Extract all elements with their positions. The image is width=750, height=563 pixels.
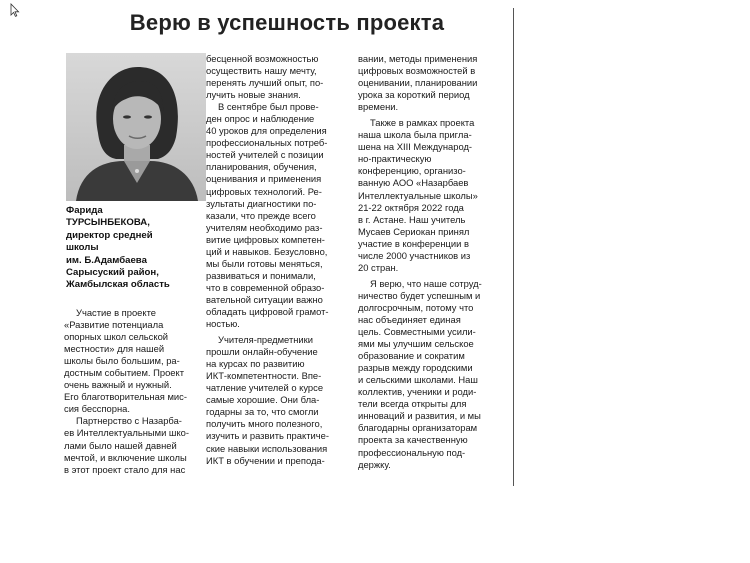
text-line: лучить новые знания.	[206, 89, 301, 101]
text-line: профессиональных потреб-	[206, 137, 328, 149]
text-line: перенять лучший опыт, по-	[206, 77, 324, 89]
text-line: вательной ситуации важно	[206, 293, 323, 305]
text-line: коллектив, ученики и роди-	[358, 386, 477, 398]
text-line: в г. Астане. Наш учитель	[358, 213, 466, 225]
article-title: Верю в успешность проекта	[129, 10, 445, 35]
text-line: местности» для нашей	[64, 343, 165, 355]
text-line: нас объединяет единая	[358, 313, 461, 325]
text-line: витие цифровых компетен-	[206, 233, 325, 245]
text-line: школы было большим, ра-	[64, 355, 180, 367]
text-line: времени.	[358, 101, 399, 113]
text-line: опорных школ сельской	[64, 331, 169, 343]
text-line: числе 2000 участников из	[358, 249, 471, 261]
text-line: бесценной возможностью	[206, 53, 319, 64]
text-line: Мусаев Сериокан принял	[358, 225, 470, 237]
text-line: вании, методы применения	[358, 53, 478, 64]
mouse-cursor-icon	[10, 3, 20, 17]
text-line: развиваться и понимали,	[206, 269, 316, 281]
text-line: ден опрос и наблюдение	[206, 113, 315, 125]
text-line: ванную АОО «Назарбаев	[358, 177, 469, 189]
text-line: цель. Совместными усили-	[358, 326, 476, 338]
text-line: цифровых технологий. Ре-	[206, 185, 322, 197]
text-line: урока за короткий период	[358, 89, 470, 101]
portrait-photo-icon	[66, 53, 206, 201]
text-line: ев Интеллектуальными шко-	[64, 427, 189, 439]
text-line: годарны за то, что смогли	[206, 406, 319, 418]
text-line: и сельскими школами. Наш	[358, 374, 478, 386]
article-column-3	[358, 53, 498, 471]
caption-line: ТУРСЫНБЕКОВА,	[66, 217, 150, 229]
text-line: Его благотворительная мис-	[64, 391, 187, 403]
text-line: обладать цифровой грамот-	[206, 305, 329, 317]
text-line: оценивании, планировании	[358, 77, 478, 89]
text-line: 21-22 октября 2022 года	[358, 201, 464, 213]
article-column-2	[206, 53, 344, 467]
text-line: конференцию, организо-	[358, 165, 466, 177]
text-line: учителям необходимо раз-	[206, 221, 323, 233]
text-line: профессиональную под-	[358, 446, 466, 458]
text-line: проекта за качественную	[358, 434, 468, 446]
author-photo	[66, 53, 206, 201]
text-line: казали, что прежде всего	[206, 209, 316, 221]
text-line: Партнерство с Назарба-	[76, 415, 182, 427]
text-line: ностей учителей с позиции	[206, 149, 324, 161]
column-divider	[513, 8, 514, 486]
text-line: мы были готовы меняться,	[206, 257, 323, 269]
text-line: ские навыки использования	[206, 442, 328, 454]
text-line: В сентябре был прове-	[218, 101, 319, 113]
text-line: ИКТ в обучении и препода-	[206, 454, 325, 466]
text-line: лами было нашей давней	[64, 439, 177, 451]
text-line: тели всегда открыты для	[358, 398, 467, 410]
caption-line: Сарысуский район,	[66, 267, 159, 279]
caption-line: школы	[66, 242, 99, 254]
text-line: Интеллектуальные школы»	[358, 189, 478, 201]
text-line: ями мы улучшим сельское	[358, 338, 474, 350]
text-line: чатление учителей о курсе	[206, 382, 324, 394]
text-line: «Развитие потенциала	[64, 319, 164, 331]
text-line: планирования, обучения,	[206, 161, 317, 173]
text-line: сия бесспорна.	[64, 403, 130, 415]
text-line: оценивания и применения	[206, 173, 322, 185]
text-line: Я верю, что наше сотруд-	[370, 277, 482, 289]
text-line: цифровых возможностей в	[358, 65, 476, 77]
text-line: благодарны организаторам	[358, 422, 478, 434]
text-line: участие в конференции в	[358, 237, 469, 249]
text-line: Учителя-предметники	[218, 334, 313, 346]
text-line: 40 уроков для определения	[206, 125, 327, 137]
text-line: мечтой, и включение школы	[64, 451, 187, 463]
text-line: 20 стран.	[358, 261, 399, 273]
text-line: в этот проект стало для нас	[64, 463, 186, 475]
text-line: держку.	[358, 458, 391, 470]
text-line: зультаты диагностики по-	[206, 197, 317, 209]
text-line: разрыв между городскими	[358, 362, 473, 374]
text-line: Участие в проекте	[76, 307, 157, 318]
caption-line: Жамбылская область	[66, 279, 170, 291]
text-line: ничество будет успешным и	[358, 289, 481, 301]
text-line: очень важный и нужный.	[64, 379, 172, 391]
article-column-1	[64, 307, 194, 476]
text-line: образование и сократим	[358, 350, 465, 362]
text-line: Также в рамках проекта	[370, 117, 475, 129]
caption-line: Фарида	[66, 205, 103, 216]
text-line: получить много полезного,	[206, 418, 323, 430]
text-line: изучить и развить практиче-	[206, 430, 329, 442]
text-line: достным событием. Проект	[64, 367, 185, 379]
text-line: на курсах по развитию	[206, 358, 305, 370]
caption-line: директор средней	[66, 229, 153, 241]
text-line: шена на XIII Международ-	[358, 141, 473, 153]
text-line: что в современной образо-	[206, 281, 325, 293]
text-line: ций и навыков. Безусловно,	[206, 245, 328, 257]
text-line: долгосрочным, потому что	[358, 301, 474, 313]
text-line: ИКТ-компетентности. Впе-	[206, 370, 322, 382]
author-caption	[66, 205, 206, 292]
text-line: самые хорошие. Они бла-	[206, 394, 320, 406]
text-line: ностью.	[206, 318, 240, 330]
text-line: наша школа была пригла-	[358, 129, 472, 141]
text-line: прошли онлайн-обучение	[206, 346, 318, 358]
caption-line: им. Б.Адамбаева	[66, 254, 147, 266]
text-line: но-практическую	[358, 153, 432, 165]
text-line: инноваций и развития, и мы	[358, 410, 481, 422]
text-line: осуществить нашу мечту,	[206, 65, 317, 77]
